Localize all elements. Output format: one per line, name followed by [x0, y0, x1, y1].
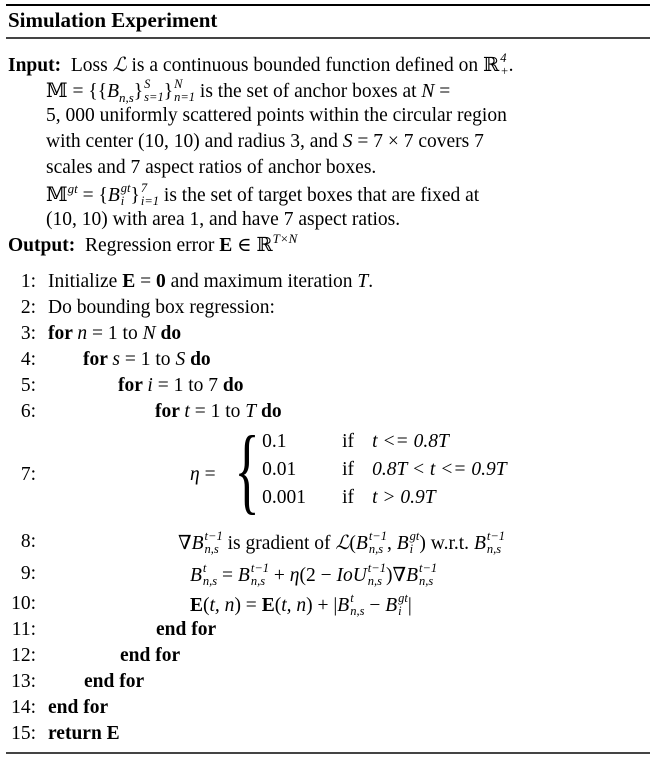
cases-rows	[262, 429, 506, 511]
math-text: =	[135, 271, 156, 292]
subscript: i	[398, 604, 402, 618]
math-text: and maximum iteration	[165, 271, 358, 292]
math-text: Input:	[8, 55, 62, 76]
case-value: 0.001	[262, 487, 306, 508]
header-line	[46, 208, 400, 232]
math-text: B	[107, 81, 119, 102]
math-text: =	[217, 565, 238, 586]
algorithm-step	[120, 644, 180, 668]
math-text: .	[508, 55, 514, 76]
math-text: do	[222, 375, 244, 396]
superscript: gt	[398, 591, 408, 605]
math-text: IoU	[336, 565, 367, 586]
sup-sub	[419, 562, 437, 588]
line-number: 4:	[20, 349, 36, 370]
sup-sub	[203, 562, 217, 588]
sup-sub	[410, 530, 420, 556]
math-text: do	[155, 323, 182, 344]
math-text: B	[337, 595, 350, 616]
math-text: E	[190, 595, 204, 616]
superscript: t	[202, 561, 207, 575]
math-text: +	[269, 565, 290, 586]
header-line	[46, 156, 376, 180]
math-text: η	[289, 565, 300, 586]
math-text: end for	[48, 697, 109, 718]
math-text: do	[185, 349, 211, 370]
case-if: if	[342, 459, 354, 480]
subscript: i=1	[140, 194, 160, 208]
math-text: ℒ	[112, 55, 127, 76]
header-line	[46, 130, 484, 154]
math-text: 𝕄 = {{	[46, 81, 108, 102]
sup-sub	[369, 530, 387, 556]
superscript: S	[144, 77, 151, 91]
algorithm-step	[48, 270, 373, 294]
line-number: 11:	[11, 619, 36, 640]
subscript: i	[120, 194, 125, 208]
math-text: (	[349, 533, 356, 554]
sup-sub	[251, 562, 269, 588]
math-text: B	[237, 565, 250, 586]
line-number: 3:	[20, 323, 36, 344]
algorithm-title: Simulation Experiment	[8, 8, 218, 32]
math-text: .	[368, 271, 374, 292]
header-line	[46, 78, 450, 105]
bottom-rule	[6, 752, 650, 754]
math-text: S	[342, 131, 353, 152]
superscript: 4	[500, 51, 507, 65]
subscript: n,s	[202, 574, 218, 588]
math-text: (10, 10) with area 1, and have 7 aspect ratios.	[46, 209, 401, 230]
sup-sub	[205, 530, 223, 556]
math-text: −	[364, 595, 386, 616]
math-text: ) =	[234, 595, 262, 616]
math-text: Loss	[61, 55, 113, 76]
left-brace: {	[234, 416, 260, 523]
subscript: n,s	[204, 542, 219, 556]
superscript: t−1	[418, 561, 438, 575]
header-line	[8, 231, 298, 259]
math-text: Initialize	[48, 271, 123, 292]
superscript: t−1	[368, 529, 387, 543]
math-text: return E	[48, 723, 120, 744]
algorithm-step	[48, 322, 181, 346]
algorithm-step	[178, 530, 505, 556]
math-text: ∇	[178, 533, 192, 554]
math-text: E	[261, 595, 275, 616]
case-value: 0.1	[262, 431, 287, 452]
math-text: B	[191, 533, 204, 554]
sup-sub	[144, 78, 164, 104]
header-line	[8, 52, 514, 78]
line-number: 2:	[20, 297, 36, 318]
math-text: do	[256, 401, 282, 422]
top-rule	[6, 4, 650, 6]
math-text: = 7 × 7 covers 7	[352, 131, 484, 152]
case-if: if	[342, 431, 354, 452]
algorithm-step	[155, 400, 282, 424]
math-text: E	[122, 271, 136, 292]
math-text: with center (10, 10) and radius 3, and	[46, 131, 343, 152]
math-text: i	[147, 375, 153, 396]
superscript: t−1	[250, 561, 270, 575]
math-text: (	[274, 595, 282, 616]
case-condition: t > 0.9T	[372, 487, 436, 508]
math-text: 𝕄	[46, 185, 68, 206]
line-number: 1:	[20, 271, 36, 292]
subscript: +	[500, 64, 509, 78]
sup-sub	[398, 592, 408, 618]
math-text: T	[245, 401, 257, 422]
sup-sub	[500, 52, 508, 78]
superscript: t−1	[367, 561, 386, 575]
math-text: B	[190, 565, 202, 586]
math-text: }	[133, 81, 144, 102]
title-rule	[6, 37, 650, 39]
math-text: t	[184, 401, 190, 422]
subscript: n,s	[350, 604, 365, 618]
math-text: )∇	[385, 565, 407, 586]
math-text: end for	[156, 619, 217, 640]
math-text: ,	[387, 533, 397, 554]
math-text: end for	[84, 671, 145, 692]
superscript: t	[350, 591, 354, 605]
subscript: n,s	[368, 542, 384, 556]
math-text: t, n	[209, 595, 235, 616]
algorithm-step	[190, 463, 216, 487]
subscript: s=1	[144, 90, 164, 104]
math-text: 5, 000 uniformly scattered points within the circular region	[46, 105, 507, 126]
math-text: for	[118, 375, 148, 396]
algorithm-step	[48, 696, 108, 720]
line-number: 10:	[11, 593, 36, 614]
math-text: scales and 7 aspect ratios of anchor boxes.	[46, 157, 377, 178]
math-text: E	[219, 235, 233, 256]
subscript: n,s	[250, 574, 266, 588]
math-text: B	[107, 185, 120, 206]
subscript: n,s	[367, 574, 383, 588]
math-text: is a continuous bounded function defined on ℝ	[126, 55, 500, 76]
superscript: gt	[120, 181, 131, 195]
case-condition: t <= 0.8T	[372, 431, 449, 452]
line-number: 12:	[11, 645, 36, 666]
algorithm-step	[48, 296, 275, 320]
math-text: for	[155, 401, 185, 422]
math-text: η	[190, 464, 200, 485]
math-text: is gradient of	[222, 533, 336, 554]
sup-sub	[141, 182, 159, 208]
algorithm-step	[190, 592, 412, 618]
math-text: = 1 to	[189, 401, 246, 422]
math-text: B	[385, 595, 398, 616]
algorithm-step	[48, 722, 120, 746]
line-number: 9:	[20, 563, 36, 584]
header-line	[46, 182, 479, 209]
line-number: 15:	[11, 723, 36, 744]
math-text: for	[83, 349, 113, 370]
algorithm-step	[190, 562, 437, 588]
algorithm-step	[83, 348, 211, 372]
subscript: i	[409, 542, 414, 556]
math-text: ) w.r.t.	[419, 533, 474, 554]
line-number: 5:	[20, 375, 36, 396]
superscript: gt	[409, 529, 420, 543]
math-text: T	[357, 271, 369, 292]
line-number: 6:	[20, 401, 36, 422]
math-text: Output:	[8, 235, 76, 256]
algorithm-step	[118, 374, 244, 398]
math-text: = {	[77, 185, 108, 206]
superscript: t−1	[486, 529, 506, 543]
math-text: =	[199, 464, 216, 485]
line-number: 7:	[20, 464, 36, 485]
math-text: (2 −	[299, 565, 337, 586]
math-text: is the set of target boxes that are fixed at	[159, 185, 480, 206]
line-number: 13:	[11, 671, 36, 692]
math-text: B	[396, 533, 409, 554]
math-text: is the set of anchor boxes at	[195, 81, 422, 102]
math-text: ℒ	[335, 533, 350, 554]
line-number: 14:	[11, 697, 36, 718]
header-line	[46, 104, 507, 128]
math-text: S	[175, 349, 186, 370]
math-text: T×N	[272, 231, 298, 246]
math-text: = 1 to	[120, 349, 176, 370]
case-condition: 0.8T < t <= 0.9T	[372, 459, 507, 480]
math-text: end for	[120, 645, 181, 666]
math-text: n	[77, 323, 88, 344]
math-text: Do bounding box regression:	[48, 297, 275, 318]
algorithm-step	[84, 670, 144, 694]
superscript: t−1	[204, 529, 223, 543]
case-value: 0.01	[262, 459, 297, 480]
subscript: n,s	[486, 542, 502, 556]
sup-sub	[174, 78, 195, 104]
math-text: |	[407, 595, 412, 616]
sup-sub	[350, 592, 364, 618]
math-text: N	[421, 81, 435, 102]
subscript: n,s	[418, 574, 434, 588]
math-text: ∈ ℝ	[232, 235, 273, 256]
case-if: if	[342, 487, 354, 508]
math-text: }	[130, 185, 140, 206]
math-text: (	[203, 595, 210, 616]
superscript: N	[174, 77, 183, 91]
subscript: n=1	[174, 90, 196, 104]
superscript: 7	[140, 181, 148, 195]
math-text: gt	[67, 181, 78, 196]
math-text: Regression error	[75, 235, 220, 256]
math-text: = 1 to	[87, 323, 143, 344]
math-text: for	[48, 323, 78, 344]
math-text: ) + |	[306, 595, 338, 616]
sup-sub	[368, 562, 386, 588]
math-text: s	[112, 349, 121, 370]
math-text: =	[434, 81, 451, 102]
eta-cases	[232, 416, 507, 523]
math-text: t, n	[281, 595, 307, 616]
math-text: B	[355, 533, 368, 554]
math-text: B	[473, 533, 486, 554]
algorithm-step	[156, 618, 216, 642]
math-text: = 1 to 7	[152, 375, 223, 396]
math-text: n,s	[118, 90, 134, 105]
math-text: }	[163, 81, 174, 102]
math-text: 0	[155, 271, 166, 292]
math-text: B	[406, 565, 418, 586]
sup-sub	[487, 530, 505, 556]
line-number: 8:	[20, 531, 36, 552]
math-text: N	[142, 323, 156, 344]
